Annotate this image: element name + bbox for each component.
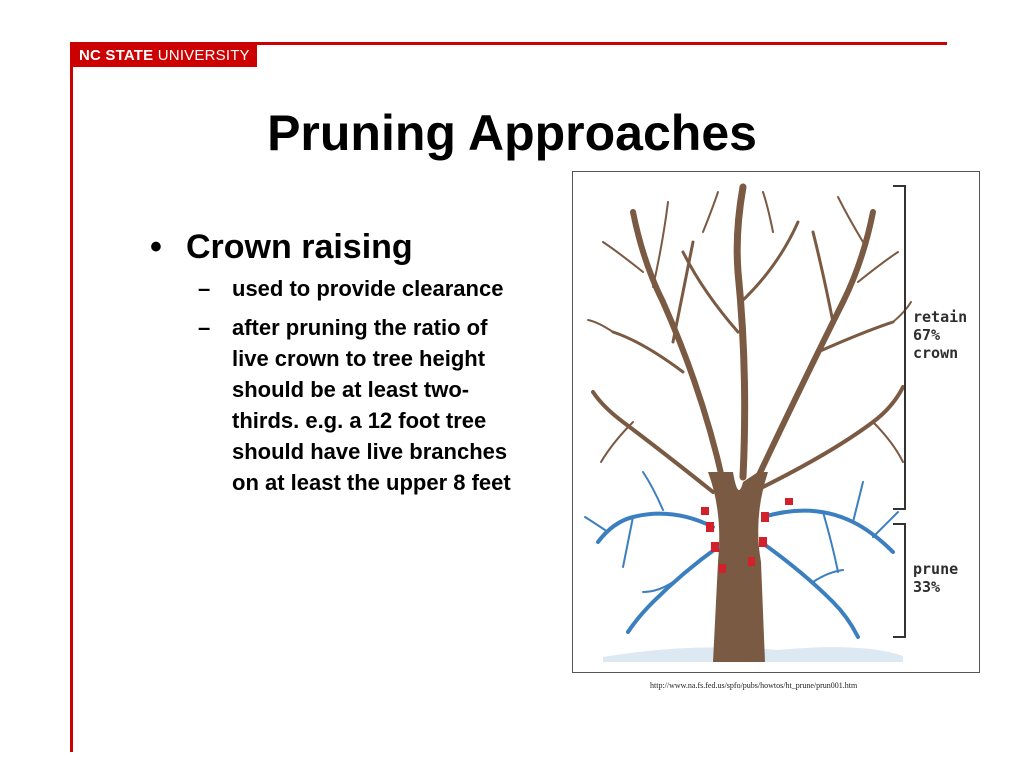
sub-bullet-text: after pruning the ratio of live crown to tree height should be at least two-thirds. e.g. a 12 foot tree should have live branches on at least the upper 8 feet — [232, 315, 511, 495]
sub-bullet-dash: – — [198, 276, 211, 301]
sub-bullet-text: used to provide clearance — [232, 276, 504, 301]
logo-bold-text: NC STATE — [79, 47, 154, 64]
retain-label-line: retain — [913, 308, 968, 326]
source-url: http://www.na.fs.fed.us/spfo/pubs/howtos/ht_prune/prun001.htm — [650, 681, 858, 690]
prune-label-line: 33% — [913, 578, 941, 596]
slide-title: Pruning Approaches — [267, 105, 757, 161]
sub-bullet-dash: – — [198, 315, 211, 340]
university-logo — [72, 45, 257, 67]
retained-branches — [588, 187, 911, 492]
tree-pruning-illustration — [572, 171, 980, 673]
bullet-text: Crown raising — [186, 228, 413, 266]
logo-light-text: UNIVERSITY — [157, 47, 250, 64]
retain-label-line: crown — [913, 344, 959, 362]
bullet-dot: • — [150, 228, 162, 266]
prune-label — [913, 560, 958, 596]
bullet-list — [150, 228, 520, 498]
bullet-item — [150, 228, 520, 267]
retain-label — [913, 308, 967, 362]
prune-label-line: prune — [913, 560, 959, 578]
tree-drawing — [573, 172, 979, 672]
sub-bullet-item — [198, 312, 520, 498]
sub-bullet-item — [198, 273, 520, 304]
retain-label-line: 67% — [913, 326, 941, 344]
